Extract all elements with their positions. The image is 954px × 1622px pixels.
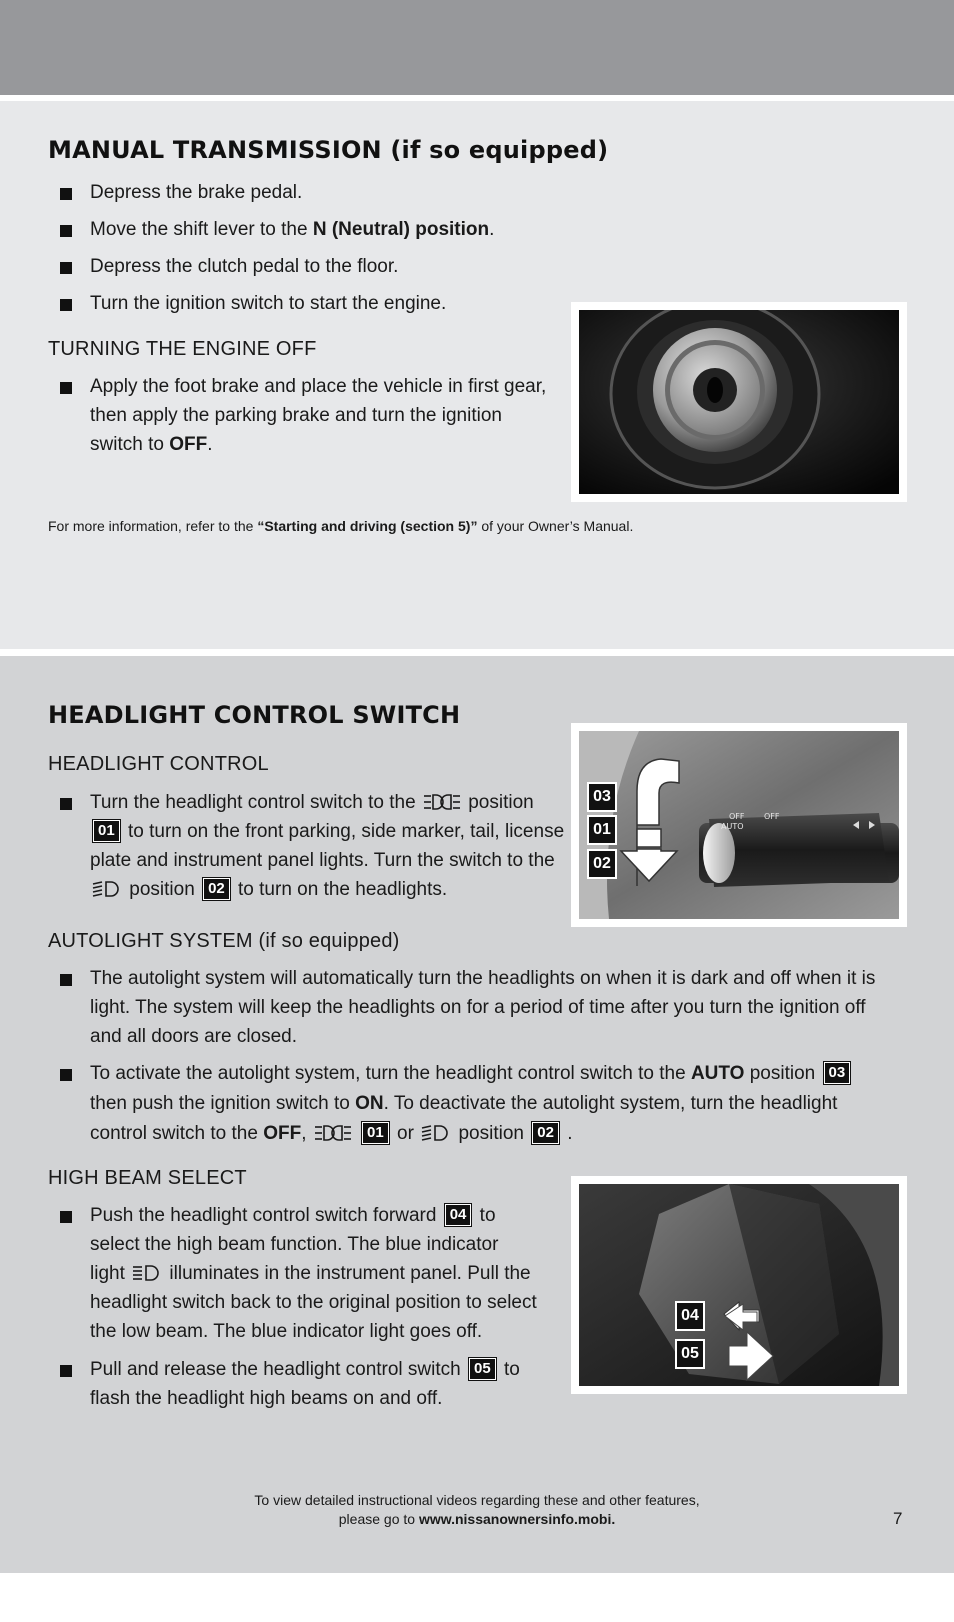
badge-01: 01 [93, 820, 120, 842]
badge-05: 05 [469, 1358, 496, 1380]
parking-light-icon [314, 1124, 352, 1142]
tag-02: 02 [587, 849, 617, 879]
bullet-square-icon [60, 1365, 72, 1377]
list-item: To activate the autolight system, turn the headlight control switch to the AUTO position 03 then push the ignition switch to ON. To deactivate the autolight system, turn the headlight control switch to the OFF, 01 or position 02 . [90, 1059, 930, 1149]
stalk-off-label: OFF [729, 812, 745, 821]
low-beam-headlight-icon [92, 880, 122, 898]
owners-info-link[interactable]: www.nissanownersinfo.mobi. [418, 1511, 616, 1527]
high-beam-select-subhead: HIGH BEAM SELECT [48, 1167, 247, 1189]
ignition-switch-photo [579, 310, 899, 494]
manual-transmission-heading: MANUAL TRANSMISSION (if so equipped) [48, 136, 609, 164]
top-band [0, 0, 954, 95]
high-beam-photo-frame [571, 1176, 907, 1394]
bullet-square-icon [60, 1211, 72, 1223]
bullet-square-icon [60, 382, 72, 394]
parking-light-icon [423, 793, 461, 811]
headlight-control-subhead: HEADLIGHT CONTROL [48, 753, 269, 775]
headlight-stalk-photo-frame [571, 723, 907, 927]
headlight-control-switch-heading: HEADLIGHT CONTROL SWITCH [48, 701, 461, 729]
bullet-square-icon [60, 974, 72, 986]
footer-note: To view detailed instructional videos regarding these and other features, please go to www.nissanownersinfo.mobi. [254, 1492, 700, 1527]
badge-03: 03 [824, 1062, 851, 1084]
list-item: Move the shift lever to the N (Neutral) position. [90, 215, 494, 244]
ignition-switch-illustration [579, 310, 899, 494]
list-item: Turn the headlight control switch to the position 01 to turn on the front parking, side marker, tail, license plate and instrument panel lights. Turn the switch to the position 02 to turn on the headlights. [90, 788, 570, 904]
ignition-photo-frame [571, 302, 907, 502]
tag-01: 01 [587, 815, 617, 845]
list-item: Depress the clutch pedal to the floor. [90, 252, 398, 281]
tag-05: 05 [675, 1339, 705, 1369]
autolight-system-subhead: AUTOLIGHT SYSTEM (if so equipped) [48, 930, 400, 952]
list-item: Depress the brake pedal. [90, 178, 302, 207]
list-item: Push the headlight control switch forward 04 to select the high beam function. The blue indicator light illuminates in the instrument panel. Pull the headlight switch back to the original position to select the low beam. The blue indicator light goes off. [90, 1201, 560, 1346]
high-beam-stalk-illustration [579, 1184, 899, 1386]
owners-manual-reference: For more information, refer to the “Starting and driving (section 5)” of your Owner’s Manual. [48, 518, 634, 534]
stalk-off-label: OFF [764, 812, 780, 821]
bullet-square-icon [60, 188, 72, 200]
high-beam-stalk-photo [579, 1184, 899, 1386]
page-number: 7 [893, 1509, 903, 1528]
low-beam-headlight-icon [421, 1124, 451, 1142]
turning-engine-off-subhead: TURNING THE ENGINE OFF [48, 338, 317, 360]
list-item: Turn the ignition switch to start the engine. [90, 289, 446, 318]
bullet-square-icon [60, 225, 72, 237]
list-item: Pull and release the headlight control switch 05 to flash the headlight high beams on and off. [90, 1355, 560, 1413]
high-beam-icon [132, 1264, 162, 1282]
bullet-square-icon [60, 798, 72, 810]
headlight-stalk-illustration [579, 731, 899, 919]
tag-03: 03 [587, 782, 617, 812]
list-item: The autolight system will automatically turn the headlights on when it is dark and off when it is light. The system will keep the headlights on for a period of time after you turn the ignition off and all doors are closed. [90, 964, 930, 1051]
badge-01: 01 [362, 1122, 389, 1144]
badge-02: 02 [532, 1122, 559, 1144]
bullet-square-icon [60, 1069, 72, 1081]
badge-02: 02 [203, 878, 230, 900]
list-item: Apply the foot brake and place the vehicle in first gear, then apply the parking brake and turn the ignition switch to OFF. [90, 372, 546, 459]
headlight-stalk-photo [579, 731, 899, 919]
stalk-auto-label: AUTO [721, 822, 744, 831]
tag-04: 04 [675, 1301, 705, 1331]
bullet-square-icon [60, 262, 72, 274]
badge-04: 04 [445, 1204, 472, 1226]
bullet-square-icon [60, 299, 72, 311]
